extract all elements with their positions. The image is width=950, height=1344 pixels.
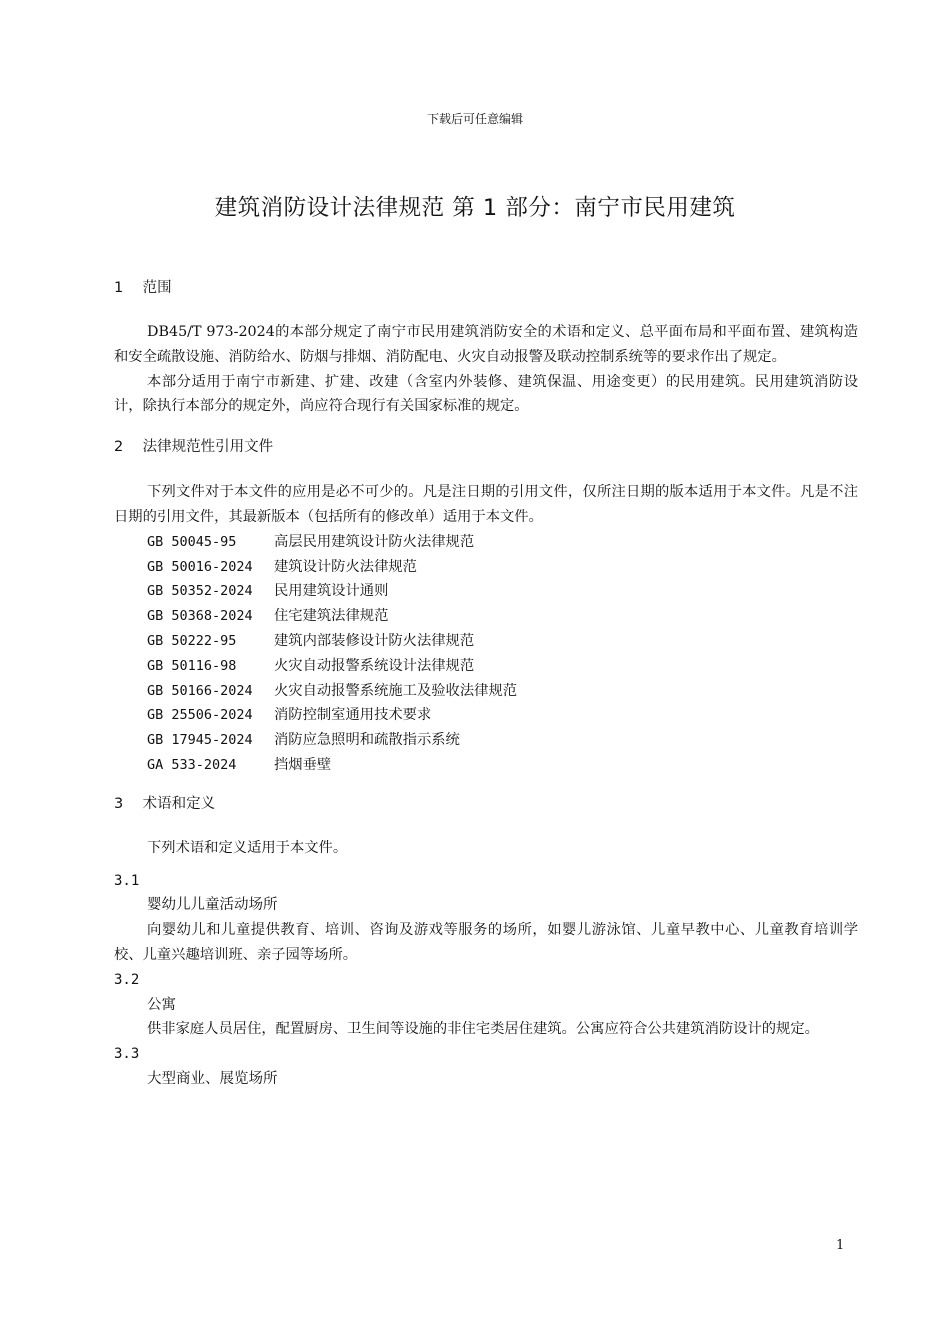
reference-title: 消防控制室通用技术要求: [274, 707, 432, 724]
reference-code: GB 50352-2024: [147, 583, 253, 600]
term-entry: [114, 869, 858, 968]
section-2-heading: [114, 434, 858, 460]
reference-item: [114, 579, 858, 604]
section-title: 范围: [142, 280, 172, 296]
reference-item: [114, 703, 858, 728]
document-title: 建筑消防设计法律规范 第 1 部分：南宁市民用建筑: [214, 195, 736, 221]
reference-code: GB 50116-98: [147, 657, 237, 674]
section-1-paragraph-1: DB45/T 973-2024的本部分规定了南宁市民用建筑消防安全的术语和定义、总平面布局和平面布置、建筑构造和安全疏散设施、消防给水、防烟与排烟、消防配电、火灾自动报警及联动控制系统等的要求作出了规定。: [114, 324, 858, 365]
reference-item: [114, 654, 858, 679]
section-2-intro: 下列文件对于本文件的应用是必不可少的。凡是注日期的引用文件，仅所注日期的版本适用于本文件。凡是不注日期的引用文件，其最新版本（包括所有的修改单）适用于本文件。: [114, 484, 858, 525]
reference-code: GB 50368-2024: [147, 608, 253, 625]
reference-title: 火灾自动报警系统施工及验收法律规范: [274, 682, 518, 699]
reference-code: GB 50016-2024: [147, 558, 253, 575]
term-definition: 供非家庭人员居住，配置厨房、卫生间等设施的非住宅类居住建筑。公寓应符合公共建筑消防设计的规定。: [147, 1021, 819, 1038]
term-definition: 向婴幼儿和儿童提供教育、培训、咨询及游戏等服务的场所，如婴儿游泳馆、儿童早教中心、儿童教育培训学校、儿童兴趣培训班、亲子园等场所。: [114, 922, 858, 963]
section-3-intro: 下列术语和定义适用于本文件。: [147, 839, 348, 856]
term-number: 3.3: [114, 1046, 140, 1063]
reference-title: 建筑内部装修设计防火法律规范: [274, 632, 475, 649]
reference-item: [114, 629, 858, 654]
document-body: [114, 275, 858, 1092]
page-number: 1: [836, 1238, 845, 1253]
reference-item: [114, 728, 858, 753]
term-name: 大型商业、展览场所: [147, 1070, 278, 1087]
section-1-paragraph-2: 本部分适用于南宁市新建、扩建、改建（含室内外装修、建筑保温、用途变更）的民用建筑。民用建筑消防设计，除执行本部分的规定外，尚应符合现行有关国家标准的规定。: [114, 373, 858, 415]
reference-code: GB 50222-95: [147, 632, 237, 649]
section-number: 3: [114, 795, 124, 812]
term-entry: [114, 968, 858, 1042]
section-1-heading: [114, 275, 858, 301]
reference-code: GB 25506-2024: [147, 707, 253, 724]
page-header-note: 下载后可任意编辑: [426, 112, 523, 126]
reference-code: GA 533-2024: [147, 756, 237, 773]
reference-item: [114, 530, 858, 555]
reference-item: [114, 555, 858, 580]
term-name: 婴幼儿儿童活动场所: [147, 897, 278, 914]
section-title: 术语和定义: [142, 795, 216, 812]
reference-item: [114, 604, 858, 629]
section-number: 1: [114, 280, 124, 296]
term-number: 3.1: [114, 872, 140, 889]
reference-title: 火灾自动报警系统设计法律规范: [274, 657, 475, 674]
term-entry: [114, 1042, 858, 1092]
reference-title: 消防应急照明和疏散指示系统: [274, 732, 460, 749]
reference-title: 高层民用建筑设计防火法律规范: [274, 533, 475, 550]
reference-item: [114, 753, 858, 778]
section-3-heading: [114, 791, 858, 817]
reference-code: GB 50166-2024: [147, 682, 253, 699]
term-name: 公寓: [147, 996, 176, 1013]
normative-references-list: [114, 530, 858, 778]
section-title: 法律规范性引用文件: [142, 439, 274, 456]
reference-title: 挡烟垂壁: [274, 756, 332, 773]
term-number: 3.2: [114, 971, 140, 988]
reference-title: 建筑设计防火法律规范: [274, 558, 417, 575]
section-number: 2: [114, 439, 124, 456]
reference-code: GB 50045-95: [147, 533, 237, 550]
reference-title: 民用建筑设计通则: [274, 583, 389, 600]
reference-title: 住宅建筑法律规范: [274, 608, 389, 625]
reference-code: GB 17945-2024: [147, 732, 253, 749]
reference-item: [114, 679, 858, 704]
